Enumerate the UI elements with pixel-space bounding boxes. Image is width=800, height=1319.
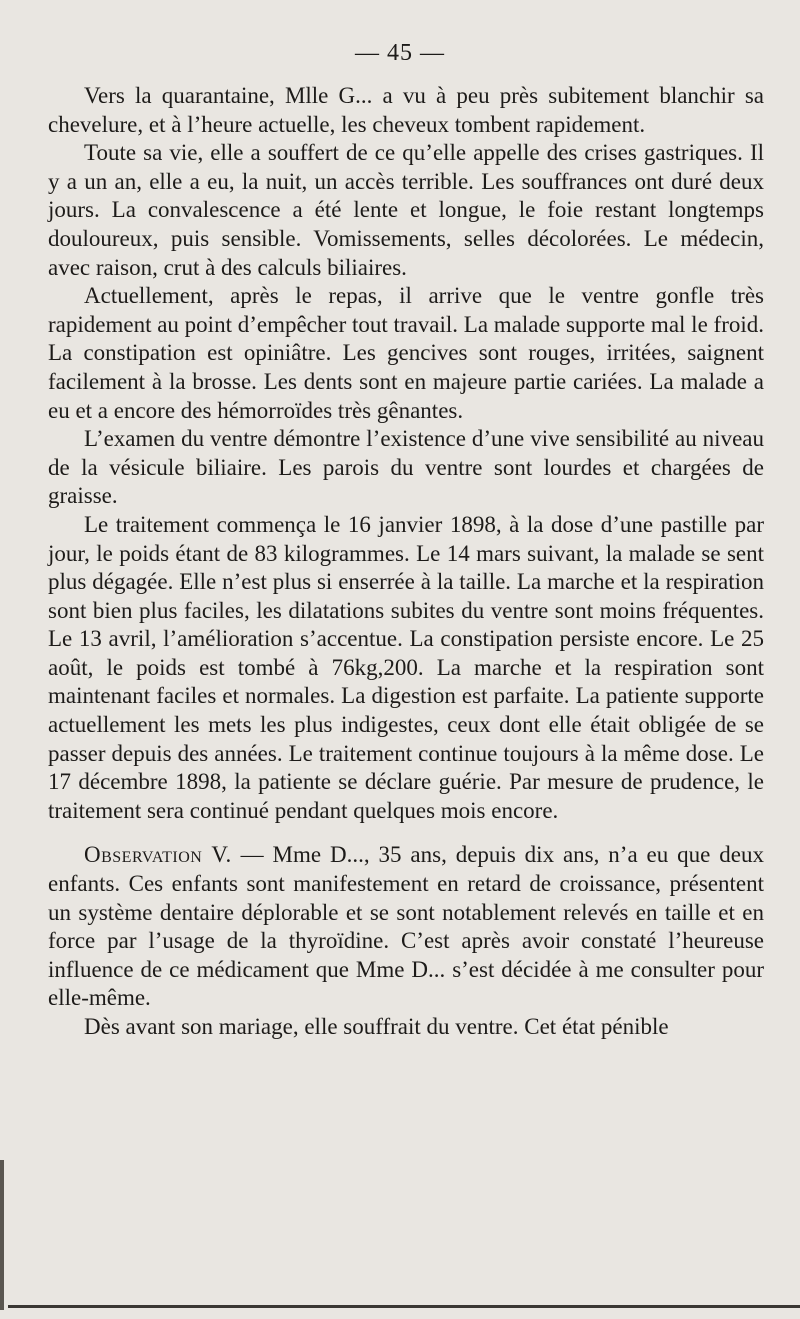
page-bottom-rule [8, 1305, 800, 1308]
text-body [48, 82, 764, 1042]
page-number: — 45 — [355, 40, 445, 66]
paragraph-observation-v [48, 841, 764, 1013]
page-edge-shadow [0, 1160, 4, 1310]
paragraph-before-marriage: Dès avant son mariage, elle souffrait du ventre. Cet état pénible [84, 1014, 669, 1039]
paragraph-treatment: Le traitement commença le 16 janvier 1898, à la dose d’une pastille par jour, le poids étant de 83 kilogrammes. Le 14 mars suivant, la malade se sent plus dégagée. Elle n’est plus si enserrée à la taille. La marche et la respiration sont bien plus faciles, les dilatations subites du ventre sont moins fréquentes. Le 13 avril, l’amélioration s’accentue. La constipation persiste encore. Le 25 août, le poids est tombé à 76kg,200. La marche et la respiration sont maintenant faciles et normales. La digestion est parfaite. La patiente supporte actuellement les mets les plus indigestes, ceux dont elle était obligée de se passer depuis des années. Le traitement continue toujours à la même dose. Le 17 décembre 1898, la patiente se déclare guérie. Par mesure de prudence, le traitement sera continué pendant quelques mois encore. [48, 511, 764, 823]
paragraph-current-state: Actuellement, après le repas, il arrive que le ventre gonfle très rapidement au point d’empêcher tout travail. La malade supporte mal le froid. La constipation est opiniâtre. Les gencives sont rouges, irritées, saignent facilement à la brosse. Les dents sont en majeure partie cariées. La malade a eu et a encore des hémorroïdes très gênantes. [48, 283, 764, 423]
observation-heading: Observation V. [84, 842, 232, 868]
paragraph-examination: L’examen du ventre démontre l’existence d’une vive sensibilité au niveau de la vésicule biliaire. Les parois du ventre sont lourdes et chargées de graisse. [48, 426, 764, 509]
paragraph-gastric-crises: Toute sa vie, elle a souffert de ce qu’elle appelle des crises gastriques. Il y a un an, elle a eu, la nuit, un accès terrible. Les souffrances ont duré deux jours. La convalescence a été lente et longue, le foie restant longtemps douloureux, puis sensible. Vomissements, selles décolorées. Le médecin, avec raison, crut à des calculs biliaires. [48, 140, 764, 280]
paragraph-hair: Vers la quarantaine, Mlle G... a vu à peu près subitement blanchir sa chevelure, et à l’heure actuelle, les cheveux tombent rapidement. [48, 83, 764, 137]
observation-text: — Mme D..., 35 ans, depuis dix ans, n’a eu que deux enfants. Ces enfants sont manifestement en retard de croissance, présentent un système dentaire déplorable et se sont notablement relevés en taille et en force par l’usage de la thyroïdine. C’est après avoir constaté l’heureuse influence de ce médicament que Mme D... s’est décidée à me consulter pour elle-même. [48, 842, 764, 1011]
